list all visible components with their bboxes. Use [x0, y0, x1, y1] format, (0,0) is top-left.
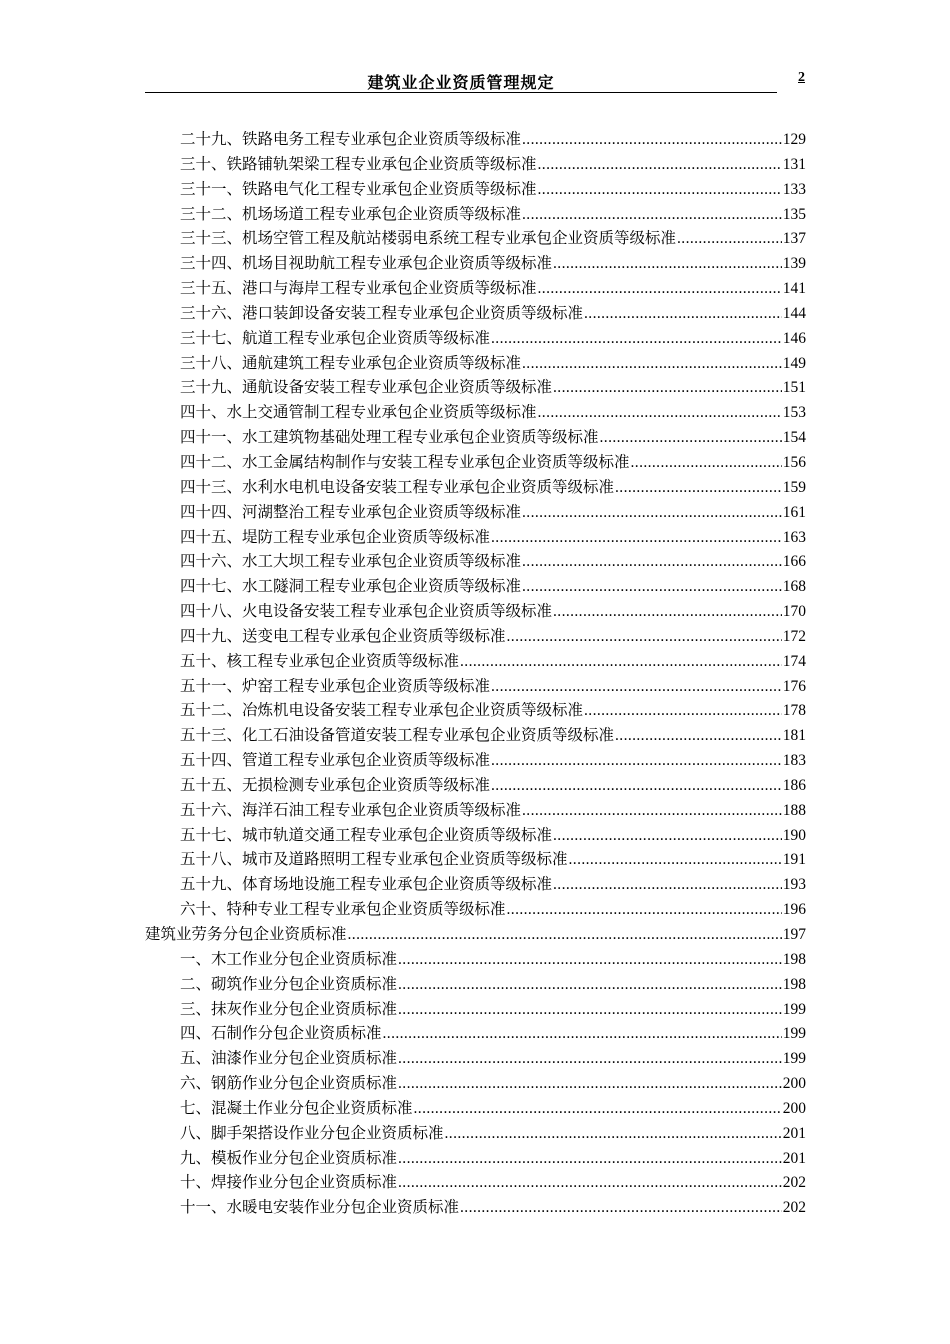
- toc-entry[interactable]: [145, 251, 806, 276]
- toc-dot-leader: [522, 203, 782, 228]
- toc-entry-page-number: 166: [782, 553, 806, 571]
- toc-entry-title: 五、油漆作业分包企业资质标准: [180, 1049, 398, 1068]
- toc-dot-leader: [553, 600, 782, 625]
- toc-entry-title: 三、抹灰作业分包企业资质标准: [180, 999, 398, 1018]
- toc-entry-page-number: 193: [782, 876, 806, 894]
- toc-entry[interactable]: [145, 450, 806, 475]
- toc-entry-title: 四十九、送变电工程专业承包企业资质等级标准: [180, 626, 506, 645]
- toc-entry-title: 四十一、水工建筑物基础处理工程专业承包企业资质等级标准: [180, 428, 599, 447]
- toc-entry-title: 三十七、航道工程专业承包企业资质等级标准: [180, 328, 491, 347]
- toc-entry-page-number: 198: [782, 975, 806, 993]
- toc-entry-title: 九、模板作业分包企业资质标准: [180, 1148, 398, 1167]
- toc-entry-page-number: 181: [782, 727, 806, 745]
- toc-entry[interactable]: [145, 525, 806, 550]
- toc-entry-page-number: 202: [782, 1199, 806, 1217]
- toc-entry-page-number: 196: [782, 901, 806, 919]
- toc-entry-title: 三十六、港口装卸设备安装工程专业承包企业资质等级标准: [180, 303, 584, 322]
- toc-dot-leader: [398, 1147, 782, 1172]
- toc-dot-leader: [491, 749, 782, 774]
- toc-dot-leader: [569, 848, 782, 873]
- toc-dot-leader: [615, 476, 782, 501]
- toc-entry-title: 八、脚手架搭设作业分包企业资质标准: [180, 1123, 444, 1142]
- toc-entry-page-number: 188: [782, 801, 806, 819]
- toc-entry-title: 三十二、机场场道工程专业承包企业资质等级标准: [180, 204, 522, 223]
- toc-entry[interactable]: [145, 649, 806, 674]
- toc-dot-leader: [491, 774, 782, 799]
- toc-entry-page-number: 174: [782, 652, 806, 670]
- toc-entry-title: 四、石制作分包企业资质标准: [180, 1024, 382, 1043]
- toc-entry-page-number: 200: [782, 1075, 806, 1093]
- toc-entry-page-number: 154: [782, 429, 806, 447]
- toc-entry-title: 十一、水暖电安装作业分包企业资质标准: [180, 1198, 460, 1217]
- toc-entry[interactable]: [145, 773, 806, 798]
- toc-entry-page-number: 172: [782, 627, 806, 645]
- toc-entry-title: 四十八、火电设备安装工程专业承包企业资质等级标准: [180, 602, 553, 621]
- toc-entry[interactable]: [145, 301, 806, 326]
- toc-entry-title: 三十九、通航设备安装工程专业承包企业资质等级标准: [180, 378, 553, 397]
- toc-entry-page-number: 133: [782, 180, 806, 198]
- toc-entry-page-number: 129: [782, 131, 806, 148]
- toc-entry[interactable]: [145, 748, 806, 773]
- toc-entry-title: 四十七、水工隧洞工程专业承包企业资质等级标准: [180, 577, 522, 596]
- toc-dot-leader: [522, 799, 782, 824]
- toc-entry-page-number: 151: [782, 379, 806, 397]
- toc-entry[interactable]: [145, 997, 806, 1022]
- toc-entry-title: 三十八、通航建筑工程专业承包企业资质等级标准: [180, 353, 522, 372]
- table-of-contents: [145, 127, 806, 1220]
- toc-dot-leader: [631, 451, 782, 476]
- toc-dot-leader: [522, 128, 782, 153]
- toc-entry-title: 五十、核工程专业承包企业资质等级标准: [180, 651, 460, 670]
- toc-dot-leader: [584, 699, 782, 724]
- toc-entry-title: 建筑业劳务分包企业资质标准: [145, 925, 347, 943]
- toc-entry-page-number: 201: [782, 1124, 806, 1142]
- toc-entry[interactable]: [145, 723, 806, 748]
- toc-dot-leader: [507, 625, 782, 650]
- page-number: 2: [798, 70, 805, 85]
- toc-entry-page-number: 161: [782, 503, 806, 521]
- toc-entry[interactable]: [145, 624, 806, 649]
- toc-entry[interactable]: [145, 798, 806, 823]
- toc-dot-leader: [348, 923, 782, 948]
- toc-entry-title: 四十四、河湖整治工程专业承包企业资质等级标准: [180, 502, 522, 521]
- toc-entry-page-number: 135: [782, 205, 806, 223]
- toc-dot-leader: [522, 550, 782, 575]
- toc-entry-title: 五十七、城市轨道交通工程专业承包企业资质等级标准: [180, 825, 553, 844]
- toc-dot-leader: [522, 501, 782, 526]
- toc-dot-leader: [460, 1196, 782, 1221]
- toc-dot-leader: [507, 898, 782, 923]
- toc-entry-page-number: 197: [782, 926, 806, 943]
- toc-dot-leader: [615, 724, 782, 749]
- toc-entry[interactable]: [145, 872, 806, 897]
- toc-entry[interactable]: [145, 400, 806, 425]
- toc-entry-page-number: 199: [782, 1050, 806, 1068]
- toc-dot-leader: [538, 178, 782, 203]
- toc-entry-page-number: 200: [782, 1099, 806, 1117]
- toc-entry-title: 六、钢筋作业分包企业资质标准: [180, 1074, 398, 1093]
- toc-entry-page-number: 199: [782, 1025, 806, 1043]
- toc-entry-title: 五十五、无损检测专业承包企业资质等级标准: [180, 775, 491, 794]
- toc-dot-leader: [600, 426, 782, 451]
- document-title: 建筑业企业资质管理规定: [367, 73, 555, 92]
- toc-entry-page-number: 144: [782, 304, 806, 322]
- toc-entry[interactable]: [145, 276, 806, 301]
- toc-entry-page-number: 163: [782, 528, 806, 546]
- toc-entry-page-number: 202: [782, 1174, 806, 1192]
- toc-dot-leader: [538, 401, 782, 426]
- toc-entry-title: 五十九、体育场地设施工程专业承包企业资质等级标准: [180, 875, 553, 894]
- toc-entry-title: 三十五、港口与海岸工程专业承包企业资质等级标准: [180, 279, 537, 298]
- toc-entry[interactable]: [145, 1146, 806, 1171]
- toc-entry[interactable]: [145, 351, 806, 376]
- toc-entry-page-number: 186: [782, 776, 806, 794]
- toc-dot-leader: [538, 277, 782, 302]
- toc-entry[interactable]: [145, 698, 806, 723]
- toc-entry[interactable]: [145, 947, 806, 972]
- toc-entry[interactable]: [145, 1121, 806, 1146]
- toc-entry-title: 四十五、堤防工程专业承包企业资质等级标准: [180, 527, 491, 546]
- toc-dot-leader: [460, 650, 782, 675]
- toc-entry[interactable]: [145, 177, 806, 202]
- toc-entry-page-number: 131: [782, 155, 806, 173]
- toc-entry[interactable]: [145, 847, 806, 872]
- toc-entry-page-number: 170: [782, 603, 806, 621]
- toc-entry[interactable]: [145, 152, 806, 177]
- toc-entry-title: 五十二、冶炼机电设备安装工程专业承包企业资质等级标准: [180, 701, 584, 720]
- page-header: [145, 68, 777, 93]
- toc-entry-title: 四十、水上交通管制工程专业承包企业资质等级标准: [180, 403, 537, 422]
- toc-entry-title: 三十三、机场空管工程及航站楼弱电系统工程专业承包企业资质等级标准: [180, 229, 677, 248]
- toc-entry-title: 五十四、管道工程专业承包企业资质等级标准: [180, 751, 491, 770]
- toc-entry[interactable]: [145, 823, 806, 848]
- toc-entry[interactable]: [145, 972, 806, 997]
- toc-dot-leader: [553, 824, 782, 849]
- toc-entry[interactable]: [145, 226, 806, 251]
- toc-entry-page-number: 153: [782, 404, 806, 422]
- toc-dot-leader: [414, 1097, 782, 1122]
- toc-dot-leader: [398, 1047, 782, 1072]
- toc-entry[interactable]: [145, 549, 806, 574]
- toc-entry-page-number: 201: [782, 1149, 806, 1167]
- toc-entry-title: 十、焊接作业分包企业资质标准: [180, 1173, 398, 1192]
- toc-entry-page-number: 191: [782, 851, 806, 869]
- toc-entry-title: 三十、铁路铺轨架梁工程专业承包企业资质等级标准: [180, 154, 537, 173]
- toc-dot-leader: [553, 873, 782, 898]
- toc-entry[interactable]: [145, 326, 806, 351]
- toc-entry-page-number: 183: [782, 752, 806, 770]
- toc-entry-page-number: 199: [782, 1000, 806, 1018]
- toc-dot-leader: [553, 376, 782, 401]
- toc-entry[interactable]: [145, 922, 806, 947]
- toc-dot-leader: [398, 973, 782, 998]
- toc-entry-page-number: 141: [782, 280, 806, 298]
- toc-dot-leader: [522, 352, 782, 377]
- toc-dot-leader: [398, 1171, 782, 1196]
- toc-entry-page-number: 139: [782, 255, 806, 273]
- toc-dot-leader: [398, 1072, 782, 1097]
- toc-entry[interactable]: [145, 1195, 806, 1220]
- toc-entry[interactable]: [145, 1071, 806, 1096]
- toc-entry-title: 三十四、机场目视助航工程专业承包企业资质等级标准: [180, 254, 553, 273]
- toc-entry-title: 四十二、水工金属结构制作与安装工程专业承包企业资质等级标准: [180, 452, 630, 471]
- toc-entry-page-number: 190: [782, 826, 806, 844]
- toc-entry[interactable]: [145, 599, 806, 624]
- toc-dot-leader: [584, 302, 782, 327]
- toc-entry-title: 五十八、城市及道路照明工程专业承包企业资质等级标准: [180, 850, 568, 869]
- toc-entry-title: 六十、特种专业工程专业承包企业资质等级标准: [180, 900, 506, 919]
- toc-dot-leader: [491, 327, 782, 352]
- toc-entry[interactable]: [145, 1046, 806, 1071]
- toc-entry[interactable]: [145, 1170, 806, 1195]
- toc-entry[interactable]: [145, 127, 806, 152]
- toc-entry[interactable]: [145, 475, 806, 500]
- toc-entry-title: 四十六、水工大坝工程专业承包企业资质等级标准: [180, 552, 522, 571]
- toc-entry[interactable]: [145, 574, 806, 599]
- toc-entry-page-number: 149: [782, 354, 806, 372]
- toc-entry-page-number: 137: [782, 230, 806, 248]
- toc-entry-page-number: 146: [782, 329, 806, 347]
- toc-entry-title: 一、木工作业分包企业资质标准: [180, 949, 398, 968]
- toc-entry-title: 五十三、化工石油设备管道安装工程专业承包企业资质等级标准: [180, 726, 615, 745]
- toc-entry-page-number: 198: [782, 950, 806, 968]
- toc-entry[interactable]: [145, 375, 806, 400]
- toc-entry-page-number: 156: [782, 453, 806, 471]
- toc-dot-leader: [491, 675, 782, 700]
- toc-dot-leader: [522, 575, 782, 600]
- toc-entry-page-number: 178: [782, 702, 806, 720]
- toc-entry-page-number: 159: [782, 478, 806, 496]
- toc-entry-title: 二、砌筑作业分包企业资质标准: [180, 974, 398, 993]
- toc-dot-leader: [553, 252, 782, 277]
- toc-dot-leader: [677, 227, 782, 252]
- toc-dot-leader: [398, 948, 782, 973]
- toc-entry[interactable]: [145, 1021, 806, 1046]
- toc-entry-title: 五十六、海洋石油工程专业承包企业资质等级标准: [180, 800, 522, 819]
- toc-entry[interactable]: [145, 1096, 806, 1121]
- toc-entry-title: 七、混凝土作业分包企业资质标准: [180, 1098, 413, 1117]
- toc-entry[interactable]: [145, 425, 806, 450]
- toc-dot-leader: [383, 1022, 782, 1047]
- toc-dot-leader: [445, 1122, 782, 1147]
- toc-entry-title: 五十一、炉窑工程专业承包企业资质等级标准: [180, 676, 491, 695]
- toc-entry-page-number: 176: [782, 677, 806, 695]
- toc-entry[interactable]: [145, 674, 806, 699]
- toc-dot-leader: [398, 998, 782, 1023]
- toc-entry[interactable]: [145, 202, 806, 227]
- toc-entry[interactable]: [145, 500, 806, 525]
- toc-entry-title: 二十九、铁路电务工程专业承包企业资质等级标准: [180, 130, 522, 148]
- toc-entry[interactable]: [145, 897, 806, 922]
- toc-entry-title: 四十三、水利水电机电设备安装工程专业承包企业资质等级标准: [180, 477, 615, 496]
- toc-dot-leader: [491, 526, 782, 551]
- toc-entry-title: 三十一、铁路电气化工程专业承包企业资质等级标准: [180, 179, 537, 198]
- toc-entry-page-number: 168: [782, 578, 806, 596]
- toc-dot-leader: [538, 153, 782, 178]
